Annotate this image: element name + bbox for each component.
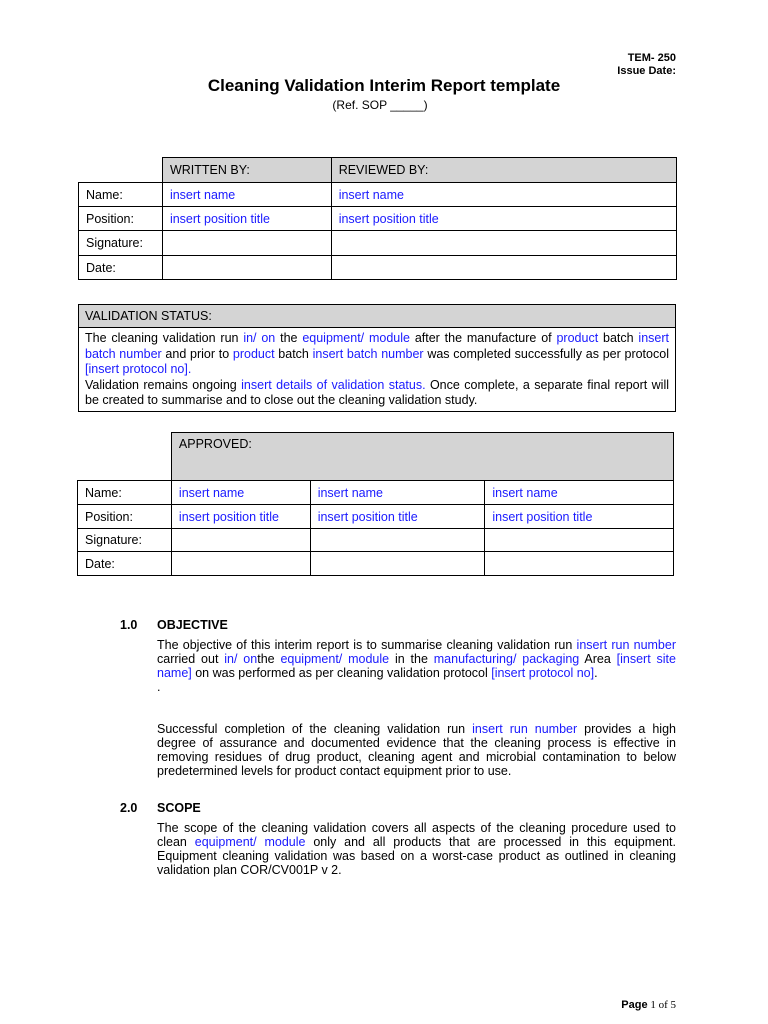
text-run: The objective of this interim report is to summarise cleaning validation run [157,638,577,652]
table-row [79,183,677,207]
written-by-position[interactable]: insert position title [162,207,331,231]
placeholder-field[interactable]: equipment/ module [280,652,390,666]
text-run: batch [598,331,639,345]
table-row [78,552,674,576]
placeholder-field[interactable]: insert run number [472,722,578,736]
row-label: Date: [78,552,172,576]
approver-3-position[interactable]: insert position title [485,505,674,529]
validation-status-box [78,304,676,412]
placeholder-field[interactable]: insert details of validation status. [241,377,426,392]
text-run: only and all products that are processed in this equipment. Equipment cleaning validation was based on a worst-case product as outlined in cleaning validation plan COR/CV001P v 2. [157,835,676,877]
written-by-date[interactable] [162,256,331,280]
page-number: 1 of 5 [650,999,676,1011]
row-label: Position: [79,207,163,231]
reviewed-by-header: REVIEWED BY: [331,158,676,183]
signoff-table [78,157,677,280]
row-label: Position: [78,505,172,529]
text-run: Area [579,652,617,666]
table-row [79,231,677,256]
text-run: the [257,652,281,666]
page-label: Page [621,999,648,1011]
approver-3-signature[interactable] [485,529,674,552]
written-by-signature[interactable] [162,231,331,256]
written-by-header: WRITTEN BY: [162,158,331,183]
placeholder-field[interactable]: product [232,346,275,361]
placeholder-field[interactable]: [insert protocol no]. [85,362,192,376]
row-label: Date: [79,256,163,280]
objective-paragraph [157,722,676,778]
placeholder-field[interactable]: insert run number [576,638,676,652]
validation-status-paragraph [85,378,669,409]
reviewed-by-position[interactable]: insert position title [331,207,676,231]
placeholder-field[interactable]: [insert site name] [157,652,676,680]
document-number: TEM- 250 [627,52,676,64]
text-run: The scope of the cleaning validation covers all aspects of the cleaning procedure used to clean [157,821,676,849]
approver-2-date[interactable] [310,552,485,576]
page-footer [621,999,676,1011]
table-row [78,505,674,529]
placeholder-field[interactable]: product [556,331,599,345]
placeholder-field[interactable]: [insert protocol no] [491,666,595,680]
approver-1-date[interactable] [171,552,310,576]
text-run: provides a high degree of assurance and documented evidence that the cleaning process is effective in removing residues of drug product, cleaning agent and microbial contamination to below predetermined levels for product contact equipment prior to use. [157,722,676,778]
approval-corner [78,433,172,481]
placeholder-field[interactable]: insert batch number [85,331,669,361]
row-label: Signature: [78,529,172,552]
row-label: Name: [79,183,163,207]
approver-1-name[interactable]: insert name [171,481,310,505]
objective-dot: . [157,680,161,694]
scope-number: 2.0 [120,801,138,815]
text-run: was completed successfully as per protocol [423,346,669,361]
signoff-corner [79,158,163,183]
issue-date-label: Issue Date: [617,65,676,77]
validation-status-body [79,328,675,411]
validation-status-paragraph [85,331,669,378]
reviewed-by-signature[interactable] [331,231,676,256]
objective-body [157,638,676,694]
text-run: batch [274,346,313,361]
approver-1-signature[interactable] [171,529,310,552]
placeholder-field[interactable]: insert batch number [312,346,424,361]
document-number-block [617,52,676,78]
sop-reference: (Ref. SOP _____) [332,98,428,112]
text-run: the [275,331,303,345]
placeholder-field[interactable]: in/ on [243,331,276,345]
approver-2-signature[interactable] [310,529,485,552]
placeholder-field[interactable]: in/ on [224,652,258,666]
reviewed-by-name[interactable]: insert name [331,183,676,207]
row-label: Name: [78,481,172,505]
approved-header: APPROVED: [171,433,673,481]
table-row [78,481,674,505]
objective-number: 1.0 [120,618,138,632]
scope-title: SCOPE [157,801,201,815]
table-row [79,256,677,280]
objective-paragraph [157,638,676,680]
reviewed-by-date[interactable] [331,256,676,280]
approver-1-position[interactable]: insert position title [171,505,310,529]
text-run: after the manufacture of [410,331,557,345]
table-row [78,529,674,552]
approver-2-name[interactable]: insert name [310,481,485,505]
objective-body-2 [157,722,676,778]
text-run: . [594,666,598,680]
placeholder-field[interactable]: equipment/ module [302,331,410,345]
text-run: on was performed as per cleaning validation protocol [191,666,492,680]
approver-3-date[interactable] [485,552,674,576]
text-run: in the [389,652,434,666]
page-title: Cleaning Validation Interim Report template [207,76,561,95]
text-run: Validation remains ongoing [85,377,242,392]
text-run: The cleaning validation run [85,331,244,345]
written-by-name[interactable]: insert name [162,183,331,207]
text-run: Once complete, a separate final report will be created to summarise and to close out the cleaning validation study. [85,377,670,407]
objective-title: OBJECTIVE [157,618,228,632]
approver-3-name[interactable]: insert name [485,481,674,505]
text-run: and prior to [161,346,233,361]
placeholder-field[interactable]: manufacturing/ packaging [433,652,580,666]
placeholder-field[interactable]: equipment/ module [194,835,306,849]
text-run: Successful completion of the cleaning validation run [157,722,473,736]
scope-paragraph [157,821,676,877]
approval-table [77,432,674,576]
validation-status-header: VALIDATION STATUS: [79,305,675,328]
table-row [79,207,677,231]
approver-2-position[interactable]: insert position title [310,505,485,529]
row-label: Signature: [79,231,163,256]
scope-body [157,821,676,877]
text-run: carried out [157,652,225,666]
